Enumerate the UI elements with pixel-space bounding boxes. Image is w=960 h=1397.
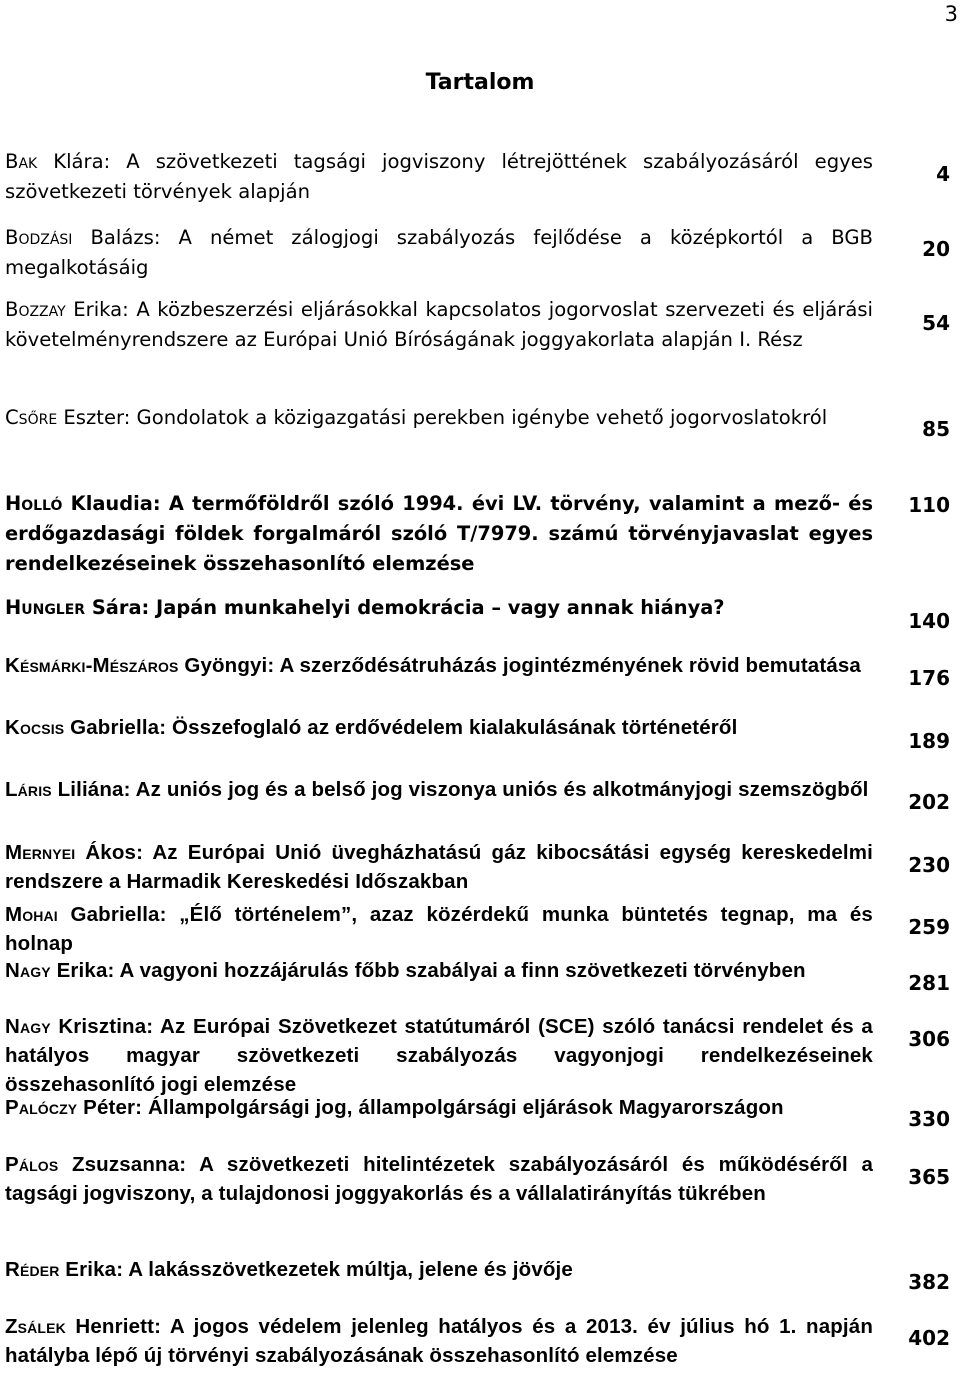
entry-title: Liliána: Az uniós jog és a belső jog viszonya uniós és alkotmányjogi szemszögből — [51, 778, 869, 801]
entry-page-number: 140 — [908, 609, 950, 633]
entry-author: Mohai — [5, 903, 58, 926]
entry-page-number: 189 — [908, 729, 950, 753]
entry-author: Holló — [5, 492, 63, 515]
toc-entry — [5, 1255, 873, 1284]
entry-page-number: 110 — [908, 493, 950, 517]
entry-author: Réder — [5, 1258, 60, 1281]
entry-author: Láris — [5, 778, 52, 801]
entry-title: Balázs: A német zálogjogi szabályozás fejlődése a középkortól a BGB megalkotásáig — [5, 226, 873, 279]
entry-page-number: 281 — [908, 971, 950, 995]
entry-title: Sára: Japán munkahelyi demokrácia – vagy annak hiánya? — [85, 596, 725, 619]
toc-entry — [5, 1012, 873, 1099]
entry-title: Erika: A lakásszövetkezetek múltja, jelene és jövője — [59, 1258, 573, 1281]
entry-page-number: 85 — [922, 417, 950, 441]
toc-entry — [5, 489, 873, 579]
entry-author: Kocsis — [5, 716, 65, 739]
entry-title: Péter: Állampolgársági jog, állampolgársági eljárások Magyarországon — [77, 1096, 784, 1119]
toc-entry — [5, 713, 873, 742]
entry-author: Késmárki-Mészáros — [5, 654, 179, 677]
entry-author: Hungler — [5, 596, 86, 619]
toc-entry — [5, 1093, 873, 1122]
entry-author: Pálos — [5, 1153, 59, 1176]
entry-title: Klaudia: A termőföldről szóló 1994. évi LV. törvény, valamint a mező- és erdőgazdasági földek forgalmáról szóló T/7979. számú törvényjavaslat egyes rendelkezéseinek összehasonlító elemzése — [5, 492, 873, 575]
toc-entry — [5, 403, 873, 433]
entry-author: Nagy — [5, 959, 51, 982]
page-number: 3 — [944, 2, 958, 26]
entry-page-number: 259 — [908, 915, 950, 939]
toc-entry — [5, 956, 873, 985]
entry-author: Nagy — [5, 1015, 51, 1038]
toc-entry — [5, 1312, 873, 1370]
toc-entry — [5, 147, 873, 207]
toc-entry — [5, 651, 873, 680]
toc-entry — [5, 295, 873, 355]
toc-entry — [5, 593, 875, 623]
entry-page-number: 382 — [908, 1270, 950, 1294]
entry-page-number: 202 — [908, 790, 950, 814]
toc-entry — [5, 775, 873, 804]
entry-title: Gyöngyi: A szerződésátruházás jogintézményének rövid bemutatása — [178, 654, 861, 677]
toc-entry — [5, 900, 873, 958]
toc-entry — [5, 1150, 873, 1208]
entry-author: Csőre — [5, 406, 58, 429]
entry-page-number: 306 — [908, 1027, 950, 1051]
entry-author: Zsálek — [5, 1315, 66, 1338]
entry-title: Henriett: A jogos védelem jelenleg hatályos és a 2013. év július hó 1. napján hatályba lépő új törvényi szabályozásának összehasonlító elemzése — [5, 1315, 873, 1367]
toc-entry — [5, 223, 873, 283]
entry-page-number: 230 — [908, 853, 950, 877]
toc-entry — [5, 838, 873, 896]
entry-author: Bozzay — [5, 298, 66, 321]
entry-title: Klára: A szövetkezeti tagsági jogviszony létrejöttének szabályozásáról egyes szövetkezeti törvények alapján — [5, 150, 873, 203]
entry-author: Mernyei — [5, 841, 76, 864]
entry-title: Krisztina: Az Európai Szövetkezet statútumáról (SCE) szóló tanácsi rendelet és a hatályos magyar szövetkezeti szabályozás vagyonjogi rendelkezéseinek összehasonlító jogi elemzése — [5, 1015, 873, 1096]
entry-page-number: 20 — [922, 237, 950, 261]
entry-page-number: 365 — [908, 1165, 950, 1189]
entry-title: Zsuzsanna: A szövetkezeti hitelintézetek szabályozásáról és működéséről a tagsági jogviszony, a tulajdonosi joggyakorlás és a vállalatirányítás tükrében — [5, 1153, 873, 1205]
page-title: Tartalom — [425, 70, 535, 95]
entry-page-number: 176 — [908, 666, 950, 690]
entry-page-number: 330 — [908, 1107, 950, 1131]
entry-page-number: 402 — [908, 1326, 950, 1350]
entry-title: Erika: A közbeszerzési eljárásokkal kapcsolatos jogorvoslat szervezeti és eljárási követelményrendszere az Európai Unió Bíróságának joggyakorlata alapján I. Rész — [5, 298, 873, 351]
entry-author: Palóczy — [5, 1096, 78, 1119]
entry-author: Bodzási — [5, 226, 73, 249]
entry-author: Bak — [5, 150, 38, 173]
entry-page-number: 54 — [922, 311, 950, 335]
entry-page-number: 4 — [936, 162, 950, 186]
entry-title: Gabriella: „Élő történelem”, azaz közérdekű munka büntetés tegnap, ma és holnap — [5, 903, 873, 955]
entry-title: Eszter: Gondolatok a közigazgatási perekben igénybe vehető jogorvoslatokról — [57, 406, 828, 429]
entry-title: Erika: A vagyoni hozzájárulás főbb szabályai a finn szövetkezeti törvényben — [50, 959, 806, 982]
entry-title: Gabriella: Összefoglaló az erdővédelem kialakulásának történetéről — [64, 716, 738, 739]
entry-title: Ákos: Az Európai Unió üvegházhatású gáz kibocsátási egység kereskedelmi rendszere a Harmadik Kereskedési Időszakban — [5, 841, 873, 893]
